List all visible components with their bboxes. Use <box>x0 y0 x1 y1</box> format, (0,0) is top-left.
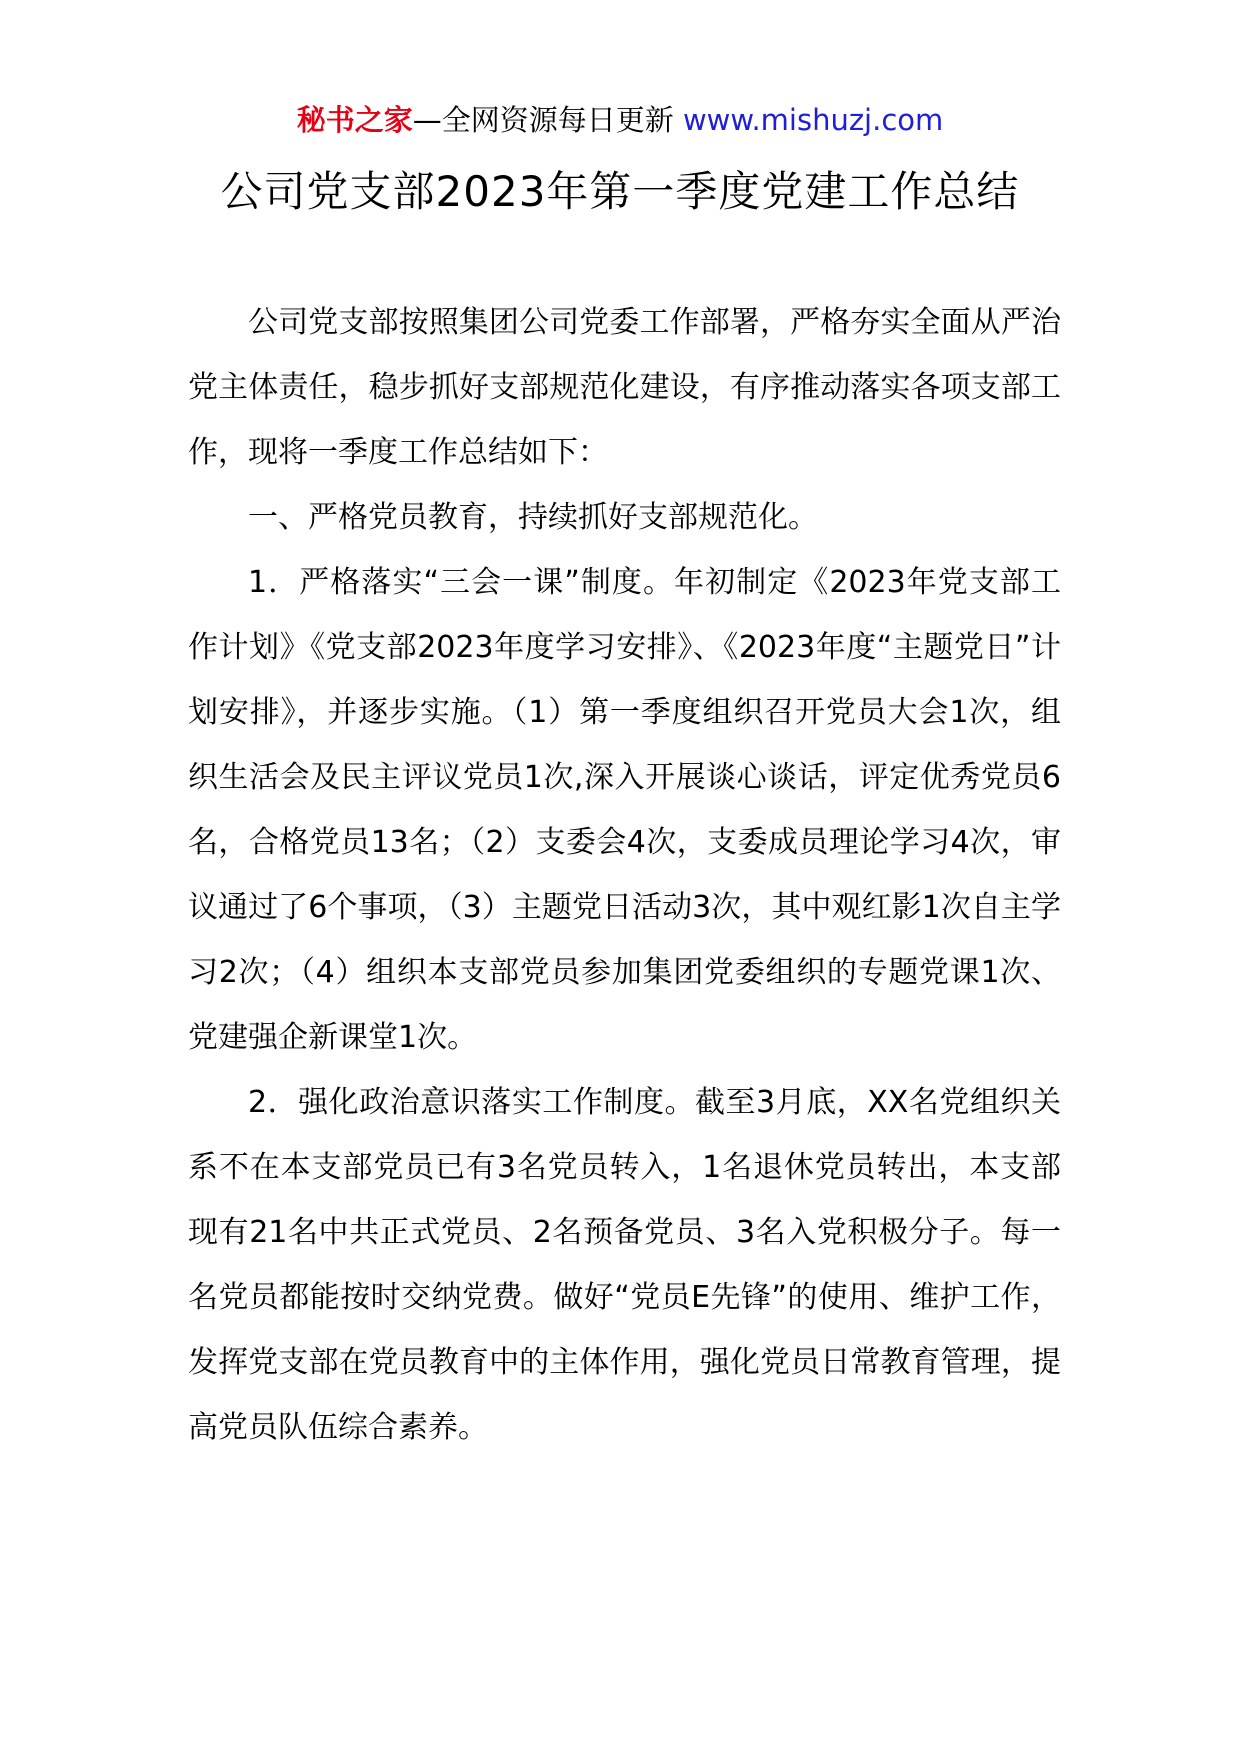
item-2-paragraph: 2．强化政治意识落实工作制度。截至3月底，XX名党组织关系不在本支部党员已有3名党员转入，1名退休党员转出，本支部现有21名中共正式党员、2名预备党员、3名入党积极分子。每一名党员都能按时交纳党费。做好“党员E先锋”的使用、维护工作，发挥党支部在党员教育中的主体作用，强化党员日常教育管理，提高党员队伍综合素养。 <box>188 1085 1061 1445</box>
site-url-link[interactable]: www.mishuzj.com <box>682 103 944 137</box>
item-1-paragraph: 1．严格落实“三会一课”制度。年初制定《2023年党支部工作计划》《党支部2023年度学习安排》、《2023年度“主题党日”计划安排》，并逐步实施。（1）第一季度组织召开党员大会1次，组织生活会及民主评议党员1次,深入开展谈心谈话，评定优秀党员6名，合格党员13名；（2）支委会4次，支委成员理论学习4次，审议通过了6个事项，（3）主题党日活动3次，其中观红影1次自主学习2次；（4）组织本支部党员参加集团党委组织的专题党课1次、党建强企新课堂1次。 <box>188 565 1061 1055</box>
document-body <box>188 290 1061 1460</box>
section-heading: 一、严格党员教育，持续抓好支部规范化。 <box>248 500 818 535</box>
document-title: 公司党支部2023年第一季度党建工作总结 <box>220 167 1020 216</box>
intro-paragraph: 公司党支部按照集团公司党委工作部署，严格夯实全面从严治党主体责任，稳步抓好支部规范化建设，有序推动落实各项支部工作，现将一季度工作总结如下： <box>188 305 1061 470</box>
site-header <box>0 100 1240 140</box>
site-tagline: —全网资源每日更新 <box>412 103 683 137</box>
site-brand: 秘书之家 <box>296 103 413 137</box>
